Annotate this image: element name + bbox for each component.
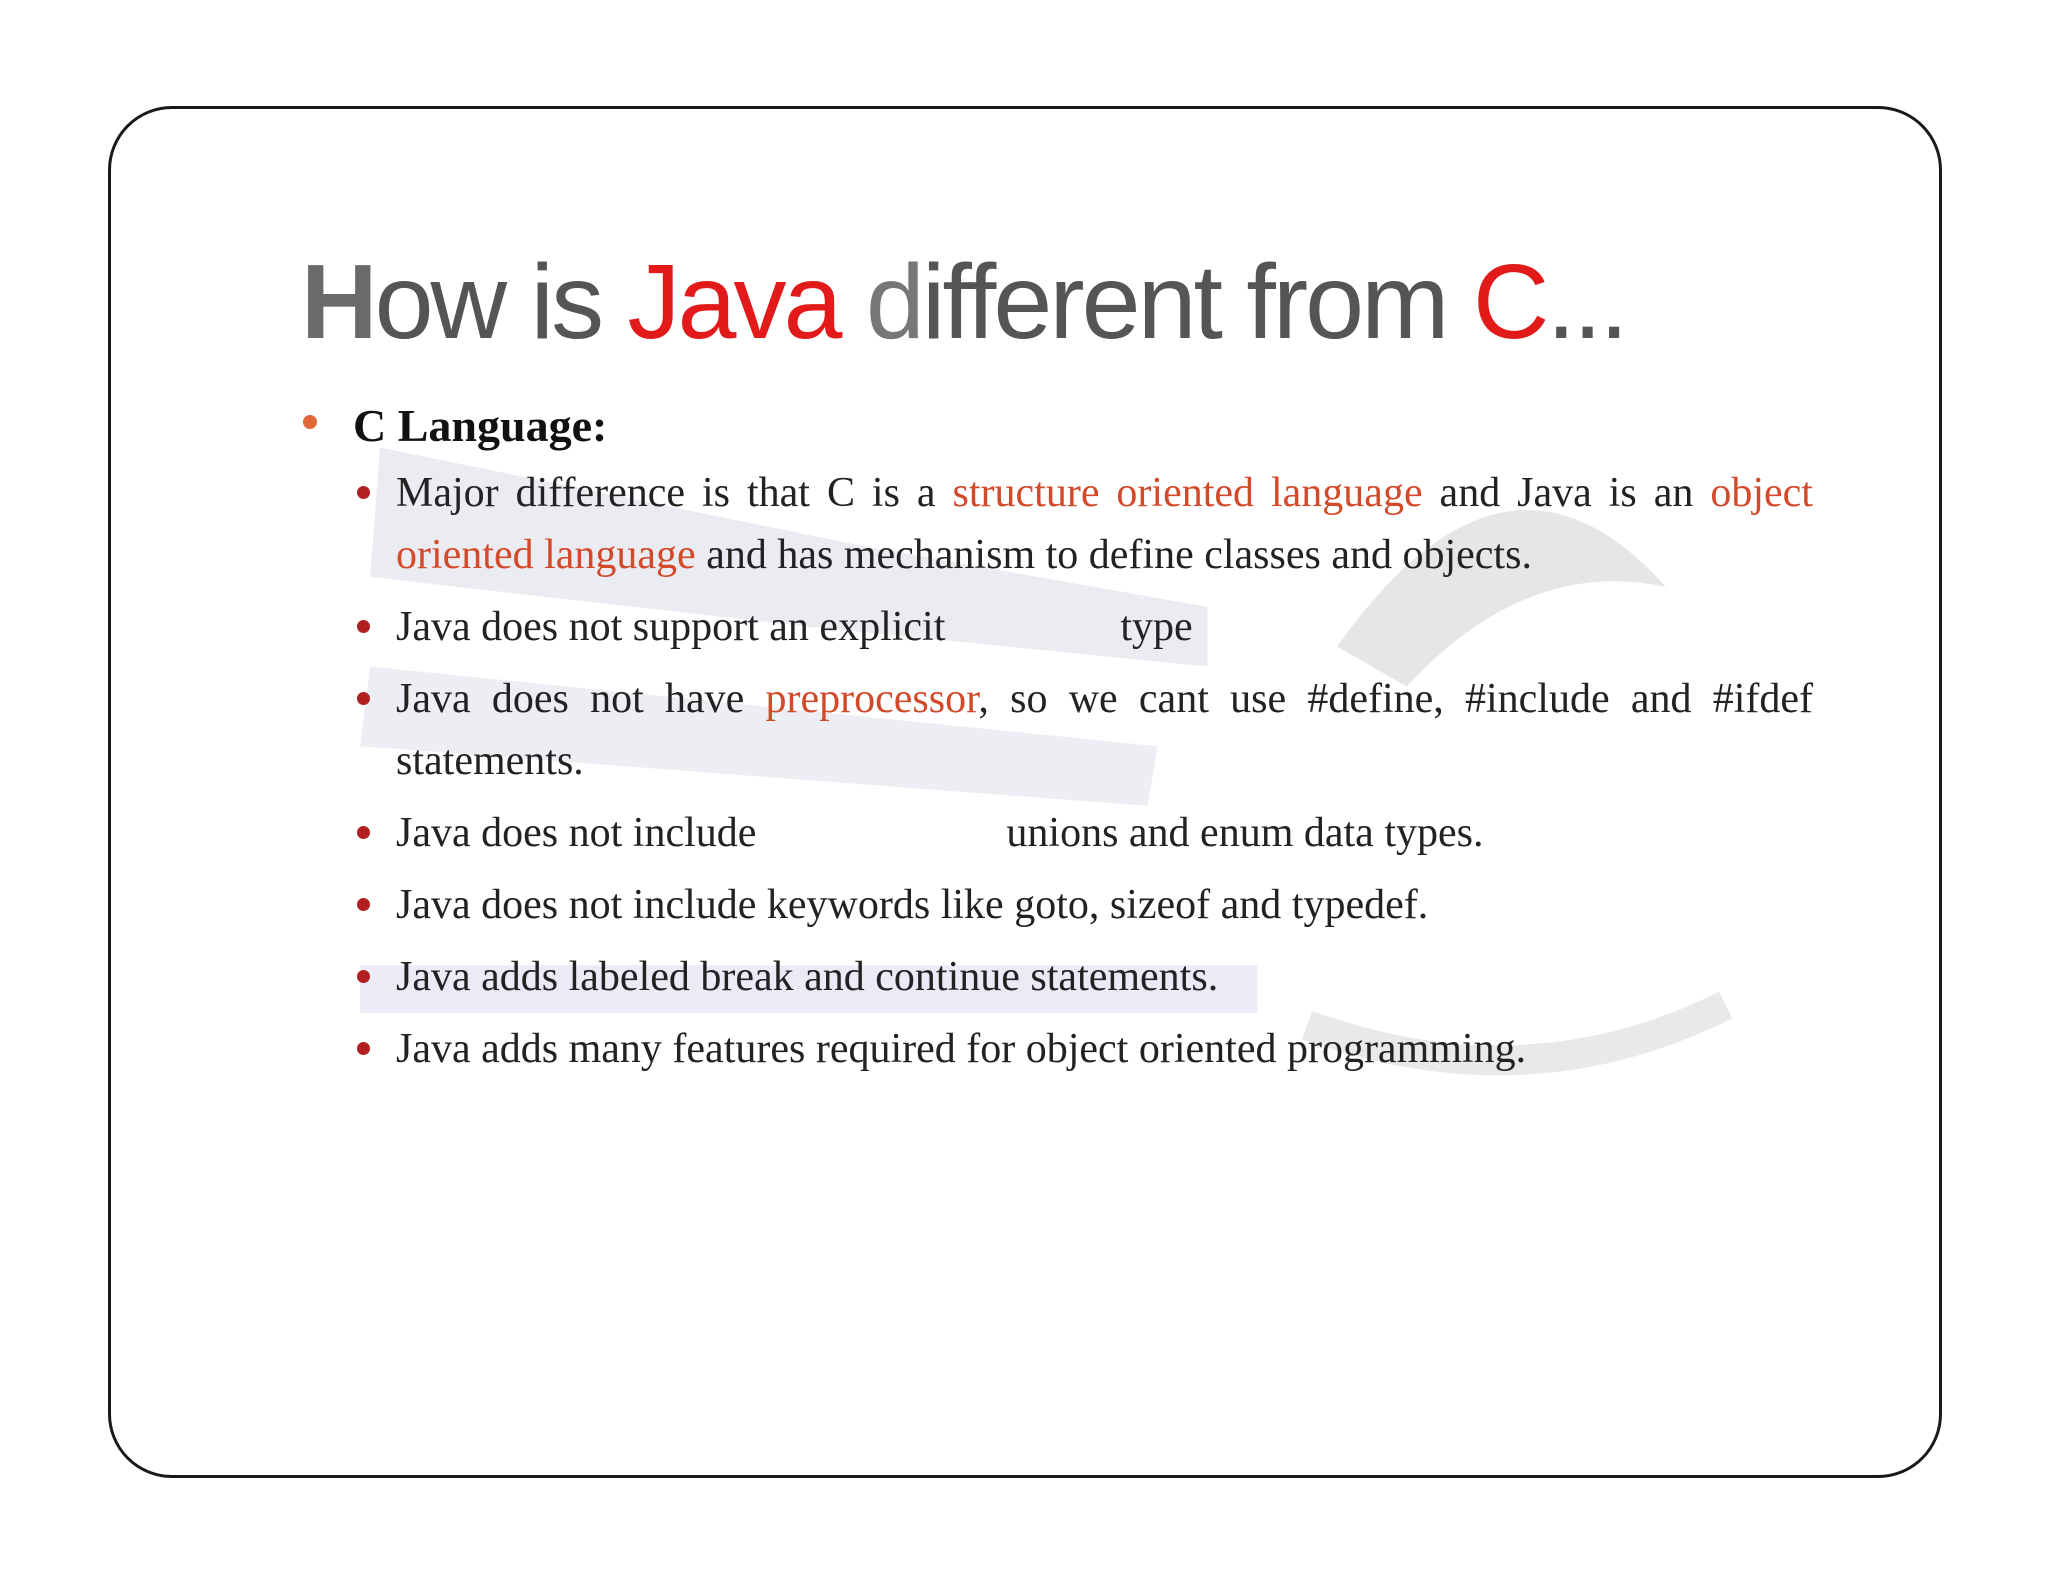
title-java-highlight: Java <box>627 243 840 361</box>
text-segment: Java adds many features required for object oriented programming. <box>396 1026 1527 1072</box>
text-segment: type <box>1120 604 1193 650</box>
list-item-text <box>396 596 1813 658</box>
title-c-letter: C <box>1472 243 1547 361</box>
list-item-text <box>396 874 1813 936</box>
bullet-icon <box>357 826 370 839</box>
title-part-1: ow is <box>374 243 628 361</box>
list-item-text <box>396 668 1813 792</box>
title-drop-letter: d <box>865 243 922 361</box>
bullet-icon <box>357 486 370 499</box>
text-segment: Java does not include <box>396 810 757 856</box>
text-segment: Java does not support an explicit <box>396 604 946 650</box>
highlighted-term: object oriented language <box>396 470 1813 578</box>
list-item-text <box>396 802 1813 864</box>
list-item-text <box>396 1018 1813 1080</box>
text-segment: , so we cant use #define, #include and #ifdef statements. <box>396 676 1813 784</box>
slide-content <box>293 399 1813 1090</box>
bullet-list <box>293 462 1813 1080</box>
list-item <box>357 462 1813 586</box>
text-segment: Major difference is that C is a <box>396 470 953 516</box>
section-heading-row <box>293 399 1813 452</box>
title-ellipsis: ... <box>1546 243 1626 361</box>
title-space <box>839 243 865 361</box>
section-heading: C Language: <box>353 400 608 451</box>
list-item <box>357 802 1813 864</box>
text-segment: and has mechanism to define classes and objects. <box>695 532 1532 578</box>
text-segment: Java adds labeled break and continue statements. <box>396 954 1219 1000</box>
slide-title <box>301 243 1626 361</box>
text-segment: Java does not include keywords like goto, sizeof and typedef. <box>396 882 1429 928</box>
highlighted-term: preprocessor <box>765 676 979 722</box>
bullet-icon <box>357 1042 370 1055</box>
list-item <box>357 874 1813 936</box>
list-item-text <box>396 462 1813 586</box>
bullet-icon <box>357 620 370 633</box>
text-segment: unions and enum data types. <box>1006 810 1484 856</box>
title-part-2: ifferent from <box>921 243 1473 361</box>
bullet-level1-icon <box>303 415 317 429</box>
bullet-icon <box>357 898 370 911</box>
slide-frame <box>108 106 1942 1478</box>
bullet-icon <box>357 970 370 983</box>
bullet-icon <box>357 692 370 705</box>
list-item <box>357 1018 1813 1080</box>
text-segment: and Java is an <box>1422 470 1711 516</box>
list-item-text <box>396 946 1813 1008</box>
list-item <box>357 668 1813 792</box>
title-first-letter: H <box>301 243 375 361</box>
list-item <box>357 596 1813 658</box>
highlighted-term: structure oriented language <box>952 470 1423 516</box>
text-segment: Java does not have <box>396 676 766 722</box>
list-item <box>357 946 1813 1008</box>
